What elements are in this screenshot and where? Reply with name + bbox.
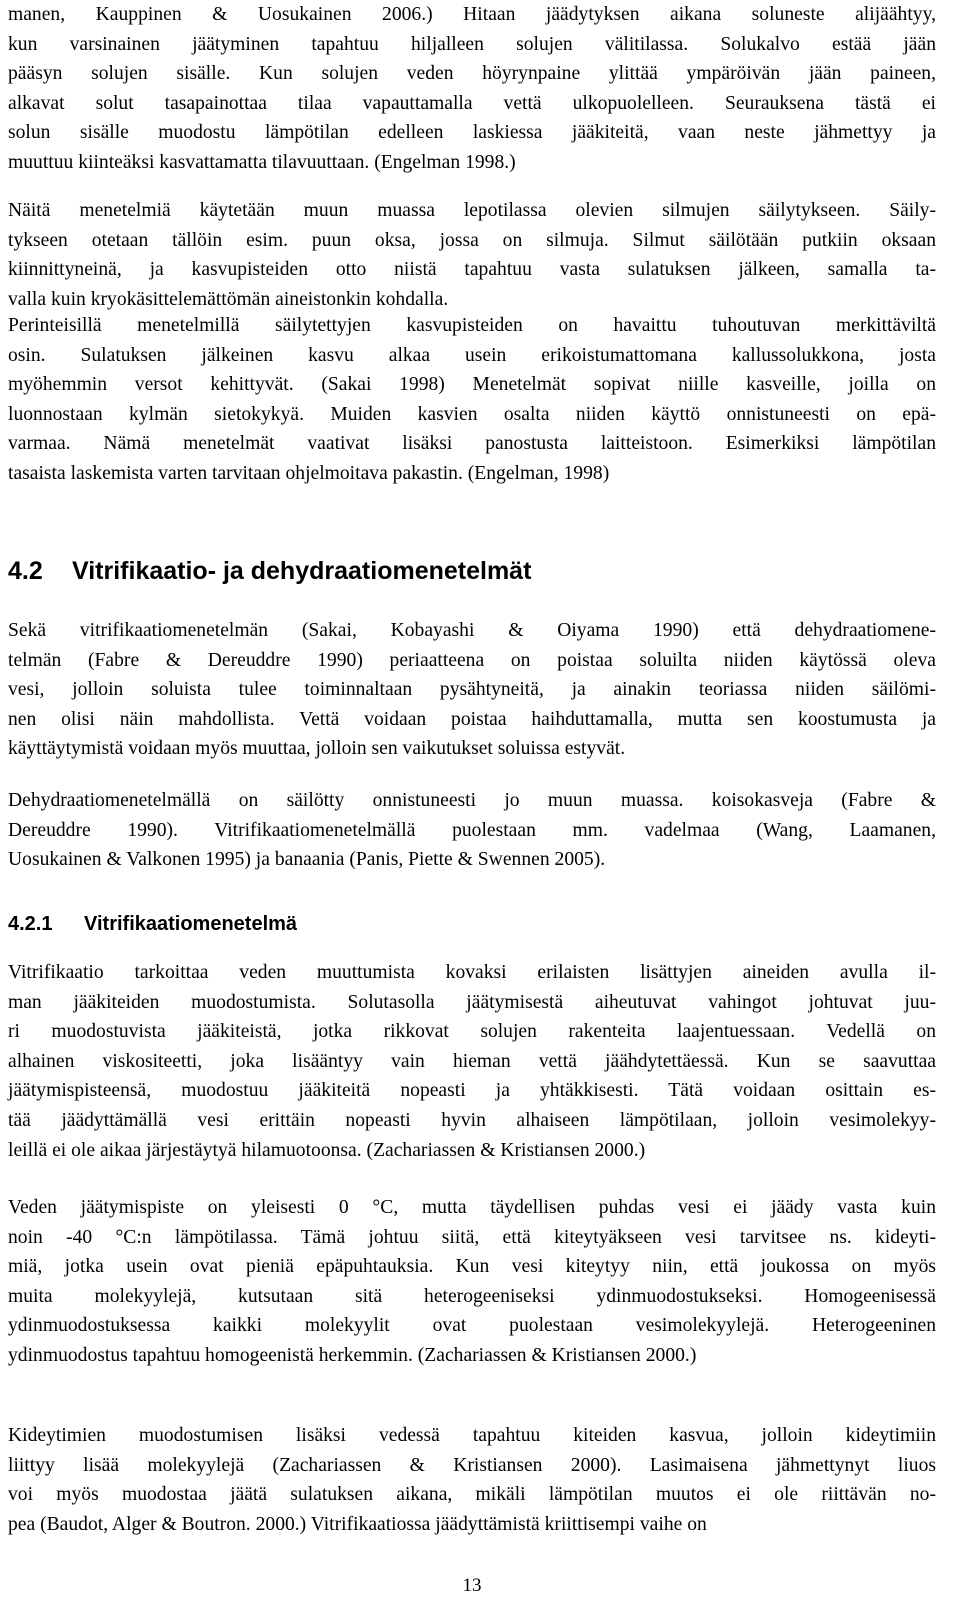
text-line: ri muodostuvista jääkiteistä, jotka rikkovat solujen rakenteita laajentuessaan. Vedellä on — [8, 1021, 936, 1043]
text-line: Kideytimien muodostumisen lisäksi vedessä tapahtuu kiteiden kasvua, jolloin kideytimiin — [8, 1425, 936, 1446]
text-line: Dehydraatiomenetelmällä on säilötty onnistuneesti jo muun muassa. koisokasveja (Fabre & — [8, 790, 936, 811]
paragraph-traditional-methods — [8, 311, 936, 489]
section-number: 4.2.1 — [8, 913, 53, 935]
text-line: pea (Baudot, Alger & Boutron. 2000.) Vitrifikaatiossa jäädyttämistä kriittisempi vaihe on — [8, 1513, 707, 1535]
text-line: pääsyn solujen sisälle. Kun solujen veden höyrynpaine ylittää ympäröivän jään paineen, — [8, 63, 936, 85]
text-line: telmän (Fabre & Dereuddre 1990) periaatteena on poistaa soluilta niiden käytössä oleva — [8, 649, 936, 671]
text-line: voi myös muodostaa jäätä sulatuksen aikana, mikäli lämpötilan muutos ei ole riittävän no- — [8, 1484, 936, 1506]
text-line: man jääkiteiden muodostumista. Solutasolla jäätymisestä aiheutuvat vahingot johtuvat juu- — [8, 991, 936, 1013]
paragraph-vitrification-definition — [8, 958, 936, 1165]
text-line: alhainen viskositeetti, joka lisääntyy vain hieman vettä jäähdytettäessä. Kun se saavuttaa — [8, 1050, 936, 1072]
paragraph-freezing-point — [8, 1193, 936, 1371]
text-line: liittyy lisää molekyylejä (Zachariassen & Kristiansen 2000). Lasimaisena jähmettynyt liuos — [8, 1454, 936, 1476]
text-line: Näitä menetelmiä käytetään muun muassa lepotilassa olevien silmujen säilytykseen. Säily- — [8, 200, 936, 221]
text-line: leillä ei ole aikaa järjestäytyä hilamuotoonsa. (Zachariassen & Kristiansen 2000.) — [8, 1139, 646, 1161]
text-line: Sekä vitrifikaatiomenetelmän (Sakai, Kobayashi & Oiyama 1990) että dehydraatiomene- — [8, 620, 936, 641]
text-line: Veden jäätymispiste on yleisesti 0 °C, mutta täydellisen puhdas vesi ei jäädy vasta kuin — [8, 1197, 936, 1218]
section-heading-4-2 — [8, 556, 531, 586]
text-line: kun varsinainen jäätyminen tapahtuu hiljalleen solujen välitilassa. Solukalvo estää jään — [8, 33, 936, 55]
paragraph-dehydration-examples — [8, 786, 936, 875]
text-line: myöhemmin versot kehittyvät. (Sakai 1998) Menetelmät sopivat niille kasveille, joilla on — [8, 374, 936, 396]
text-line: jäätymispisteensä, muodostuu jääkiteitä nopeasti ja yhtäkkisesti. Tätä voidaan osittain es- — [8, 1080, 936, 1102]
text-line: Vitrifikaatio tarkoittaa veden muuttumista kovaksi erilaisten lisättyjen aineiden avulla il- — [8, 962, 936, 983]
text-line: vesi, jolloin soluista tulee toiminnaltaan pysähtyneitä, ja ainakin teoriassa niiden säilömi- — [8, 679, 936, 701]
text-line: nen olisi näin mahdollista. Vettä voidaan poistaa haihduttamalla, mutta sen koostumusta ja — [8, 708, 936, 730]
text-line: tasaista laskemista varten tarvitaan ohjelmoitava pakastin. (Engelman, 1998) — [8, 462, 610, 484]
paragraph-vitrification-dehydration-principle — [8, 616, 936, 764]
text-line: luonnostaan kylmän sietokykyä. Muiden kasvien osalta niiden käyttö onnistuneesti on epä- — [8, 403, 936, 425]
text-line: tää jäädyttämällä vesi erittäin nopeasti hyvin alhaiseen lämpötilaan, jolloin vesimolekyy- — [8, 1109, 936, 1131]
paragraph-freezing-process — [8, 0, 936, 178]
text-line: varmaa. Nämä menetelmät vaativat lisäksi panostusta laitteistoon. Esimerkiksi lämpötilan — [8, 433, 936, 455]
text-line: solun sisälle muodostu lämpötilan edelleen laskiessa jääkiteitä, vaan neste jähmettyy ja — [8, 122, 936, 144]
section-heading-4-2-1 — [8, 911, 297, 937]
paragraph-bud-storage — [8, 196, 936, 314]
text-line: miä, jotka usein ovat pieniä epäpuhtauksia. Kun vesi kiteytyy niin, että joukossa on myös — [8, 1256, 936, 1278]
text-line: Uosukainen & Valkonen 1995) ja banaania (Panis, Piette & Swennen 2005). — [8, 849, 606, 871]
paragraph-crystal-growth — [8, 1421, 936, 1539]
text-line: muuttuu kiinteäksi kasvattamatta tilavuuttaan. (Engelman 1998.) — [8, 151, 516, 173]
text-line: Perinteisillä menetelmillä säilytettyjen kasvupisteiden on havaittu tuhoutuvan merkittäviltä — [8, 315, 936, 336]
text-line: alkavat solut tasapainottaa tilaa vapauttamalla vettä ulkopuolelleen. Seurauksena tästä ei — [8, 92, 936, 114]
text-line: kiinnittyneinä, ja kasvupisteiden otto niistä tapahtuu vasta sulatuksen jälkeen, samalla ta- — [8, 259, 936, 281]
page-number: 13 — [462, 1575, 482, 1596]
text-line: Dereuddre 1990). Vitrifikaatiomenetelmällä puolestaan mm. vadelmaa (Wang, Laamanen, — [8, 819, 936, 841]
text-line: valla kuin kryokäsittelemättömän aineistonkin kohdalla. — [8, 288, 449, 310]
section-title: Vitrifikaatio- ja dehydraatiomenetelmät — [72, 557, 532, 585]
text-line: käyttäytymistä voidaan myös muuttaa, jolloin sen vaikutukset soluissa estyvät. — [8, 738, 626, 760]
section-number: 4.2 — [8, 557, 43, 585]
text-line: ydinmuodostuksessa kaikki molekyylit ovat puolestaan vesimolekyylejä. Heterogeeninen — [8, 1315, 936, 1337]
text-line: noin -40 °C:n lämpötilassa. Tämä johtuu siitä, että kiteytyäkseen vesi tarvitsee ns. kideyti- — [8, 1226, 936, 1248]
text-line: manen, Kauppinen & Uosukainen 2006.) Hitaan jäädytyksen aikana soluneste alijäähtyy, — [8, 4, 936, 25]
text-line: muita molekyylejä, kutsutaan sitä heterogeeniseksi ydinmuodostukseksi. Homogeenisessä — [8, 1285, 936, 1307]
text-line: osin. Sulatuksen jälkeinen kasvu alkaa usein erikoistumattomana kallussolukkona, josta — [8, 344, 936, 366]
section-title: Vitrifikaatiomenetelmä — [84, 913, 298, 935]
text-line: tykseen otetaan tällöin esim. puun oksa, jossa on silmuja. Silmut säilötään putkiin oksaan — [8, 229, 936, 251]
text-line: ydinmuodostus tapahtuu homogeenistä herkemmin. (Zachariassen & Kristiansen 2000.) — [8, 1344, 697, 1366]
